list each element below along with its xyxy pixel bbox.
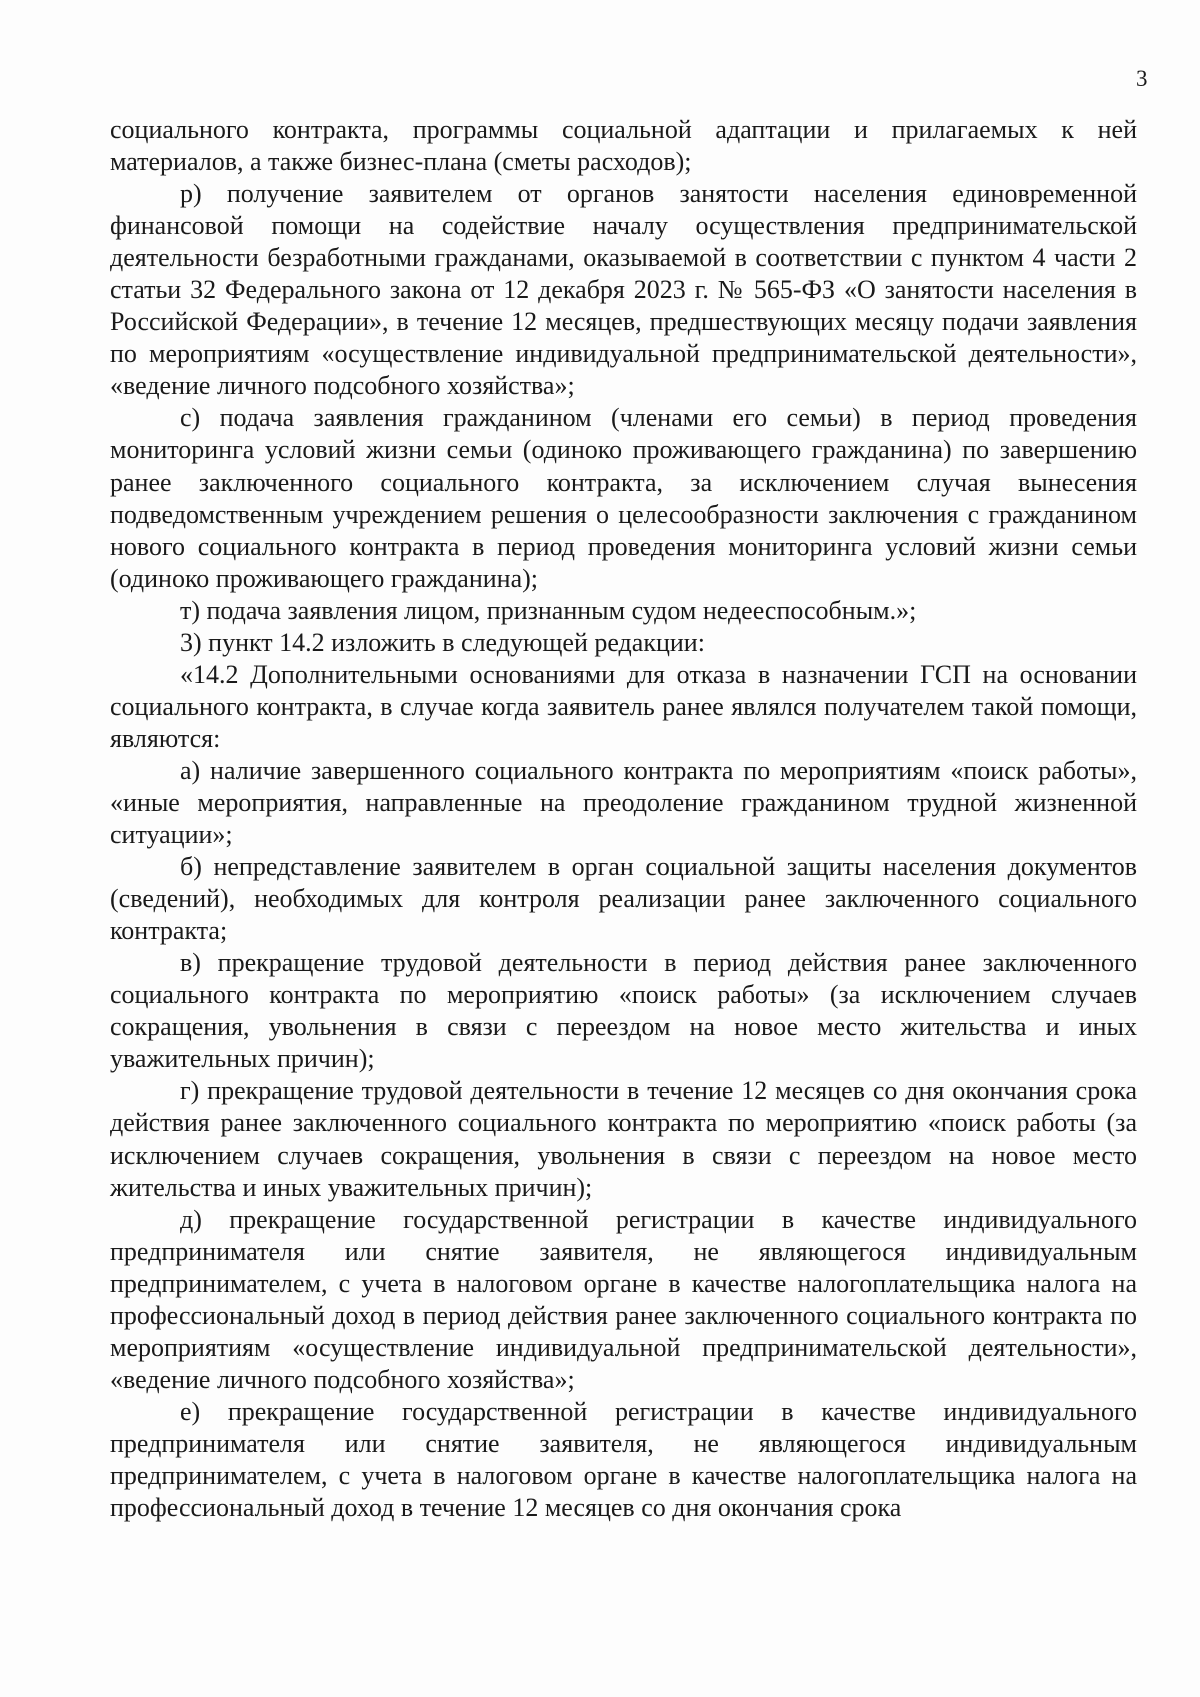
paragraph-clause-14-2: «14.2 Дополнительными основаниями для отказа в назначении ГСП на основании социального контракта, в случае когда заявитель ранее являлся получателем такой помощи, являются: <box>110 659 1137 753</box>
page-number: 3 <box>1136 66 1148 91</box>
paragraph-item-t: т) подача заявления лицом, признанным судом недееспособным.»; <box>180 595 917 625</box>
paragraph-item-e: е) прекращение государственной регистрации в качестве индивидуального предпринимателя или снятие заявителя, не являющегося индивидуальным предпринимателем, с учета в налоговом органе в качестве налогоплательщика налога на профессиональный доход в течение 12 месяцев со дня окончания срока <box>110 1396 1137 1523</box>
paragraph-point-3: 3) пункт 14.2 изложить в следующей редакции: <box>180 627 705 657</box>
paragraph-continuation: социального контракта, программы социальной адаптации и прилагаемых к ней материалов, а также бизнес-плана (сметы расходов); <box>110 115 1137 177</box>
paragraph-item-d: д) прекращение государственной регистрации в качестве индивидуального предпринимателя или снятие заявителя, не являющегося индивидуальным предпринимателем, с учета в налоговом органе в качестве налогоплательщика налога на профессиональный доход в период действия ранее заключенного социального контракта по мероприятиям «осуществление индивидуальной предпринимательской деятельности», «ведение личного подсобного хозяйства»; <box>110 1204 1137 1394</box>
paragraph-item-a: а) наличие завершенного социального контракта по мероприятиям «поиск работы», «иные мероприятия, направленные на преодоление гражданином трудной жизненной ситуации»; <box>110 755 1137 850</box>
paragraph-item-s: с) подача заявления гражданином (членами его семьи) в период проведения мониторинга условий жизни семьи (одиноко проживающего гражданина) по завершению ранее заключенного социального контракта, за исключением случая вынесения подведомственным учреждением решения о целесообразности заключения с гражданином нового социального контракта в период проведения мониторинга условий жизни семьи (одиноко проживающего гражданина); <box>110 403 1137 593</box>
paragraph-item-b: б) непредставление заявителем в орган социальной защиты населения документов (сведений), необходимых для контроля реализации ранее заключенного социального контракта; <box>110 852 1137 946</box>
paragraph-item-r: р) получение заявителем от органов занятости населения единовременной финансовой помощи на содействие началу осуществления предпринимательской деятельности безработными гражданами, оказываемой в соответствии с пунктом 4 части 2 статьи 32 Федерального закона от 12 декабря 2023 г. № 565-ФЗ «О занятости населения в Российской Федерации», в течение 12 месяцев, предшествующих месяцу подачи заявления по мероприятиям «осуществление индивидуальной предпринимательской деятельности», «ведение личного подсобного хозяйства»; <box>110 179 1137 401</box>
paragraph-item-g: г) прекращение трудовой деятельности в течение 12 месяцев со дня окончания срока действия ранее заключенного социального контракта по мероприятию «поиск работы (за исключением случаев сокращения, увольнения в связи с переездом на новое место жительства и иных уважительных причин); <box>110 1076 1137 1202</box>
document-body <box>110 114 1137 1524</box>
paragraph-item-v: в) прекращение трудовой деятельности в период действия ранее заключенного социального контракта по мероприятию «поиск работы» (за исключением случаев сокращения, увольнения в связи с переездом на новое место жительства и иных уважительных причин); <box>110 948 1137 1074</box>
